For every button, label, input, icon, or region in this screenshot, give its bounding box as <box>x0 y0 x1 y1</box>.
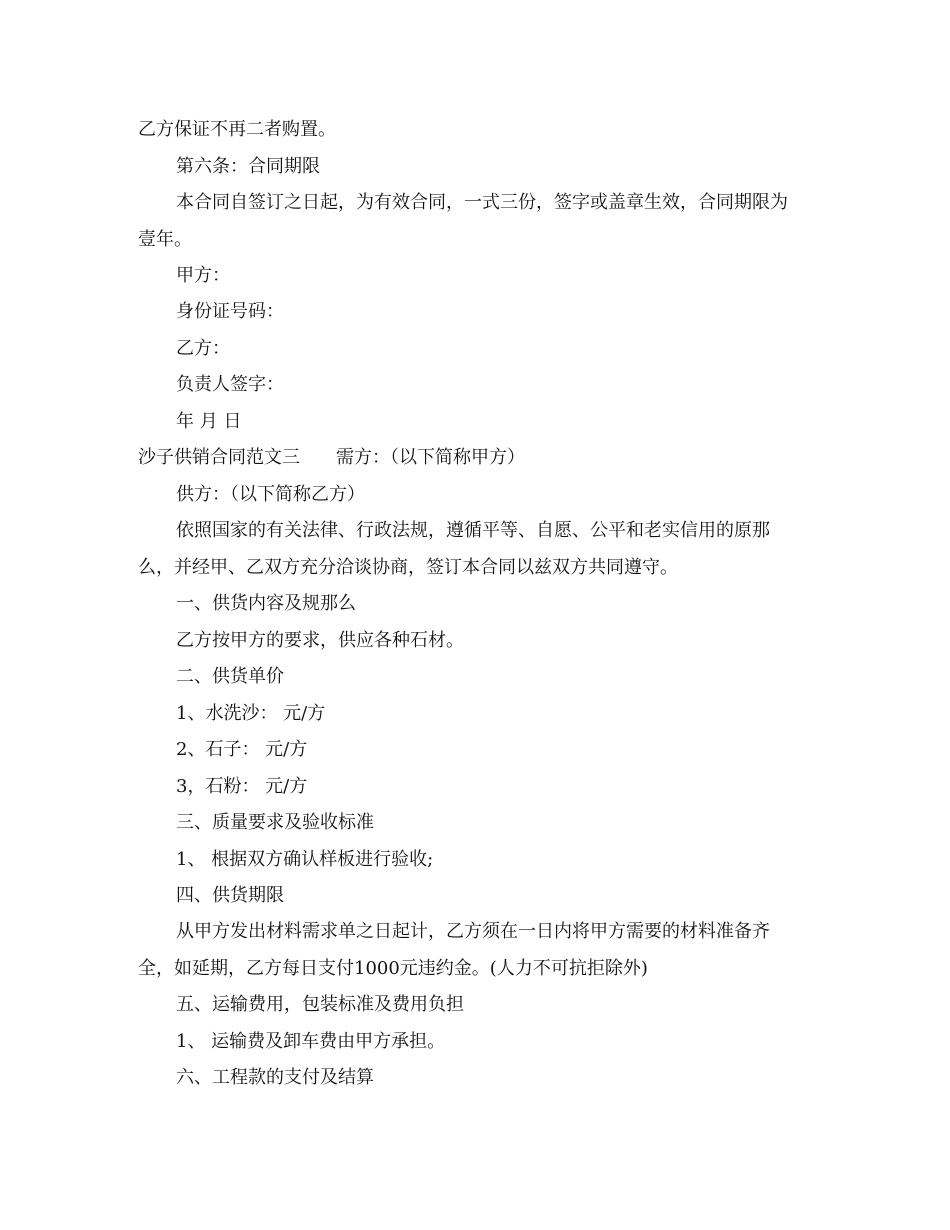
paragraph-line: 1、 根据双方确认样板进行验收; <box>176 849 434 870</box>
paragraph-line: 壹年。 <box>138 229 192 250</box>
section-heading: 五、运输费用，包装标准及费用负担 <box>176 994 464 1015</box>
section-heading: 三、质量要求及验收标准 <box>176 812 374 833</box>
section-heading: 一、供货内容及规那么 <box>176 593 356 614</box>
buyer-label: 需方：（以下简称甲方） <box>336 447 525 468</box>
party-b-label: 乙方： <box>176 338 230 359</box>
price-item: 1、水洗沙： 元/方 <box>176 703 326 724</box>
price-item: 3，石粉： 元/方 <box>176 776 308 797</box>
signature-label: 负责人签字： <box>176 374 284 395</box>
supplier-label: 供方：（以下简称乙方） <box>176 484 365 505</box>
party-a-label: 甲方： <box>176 265 230 286</box>
paragraph-line: 1、 运输费及卸车费由甲方承担。 <box>176 1031 446 1052</box>
id-number-label: 身份证号码： <box>176 301 284 322</box>
paragraph-line: 乙方保证不再二者购置。 <box>138 119 336 140</box>
article-heading: 第六条：合同期限 <box>176 156 320 177</box>
price-item: 2、石子： 元/方 <box>176 739 308 760</box>
document-title: 沙子供销合同范文三 <box>138 447 300 468</box>
date-line: 年 月 日 <box>176 411 242 432</box>
section-title-line <box>138 446 818 470</box>
paragraph-line: 么，并经甲、乙双方充分洽谈协商，签订本合同以兹双方共同遵守。 <box>138 557 678 578</box>
section-heading: 六、工程款的支付及结算 <box>176 1067 374 1088</box>
paragraph-line: 全，如延期，乙方每日支付1000元违约金。(人力不可抗拒除外) <box>138 958 648 979</box>
paragraph-line: 依照国家的有关法律、行政法规，遵循平等、自愿、公平和老实信用的原那 <box>176 520 770 541</box>
section-heading: 四、供货期限 <box>176 885 284 906</box>
paragraph-line: 本合同自签订之日起，为有效合同，一式三份，签字或盖章生效，合同期限为 <box>176 192 788 213</box>
section-heading: 二、供货单价 <box>176 666 284 687</box>
paragraph-line: 从甲方发出材料需求单之日起计，乙方须在一日内将甲方需要的材料准备齐 <box>176 921 770 942</box>
paragraph-line: 乙方按甲方的要求，供应各种石材。 <box>176 630 464 651</box>
